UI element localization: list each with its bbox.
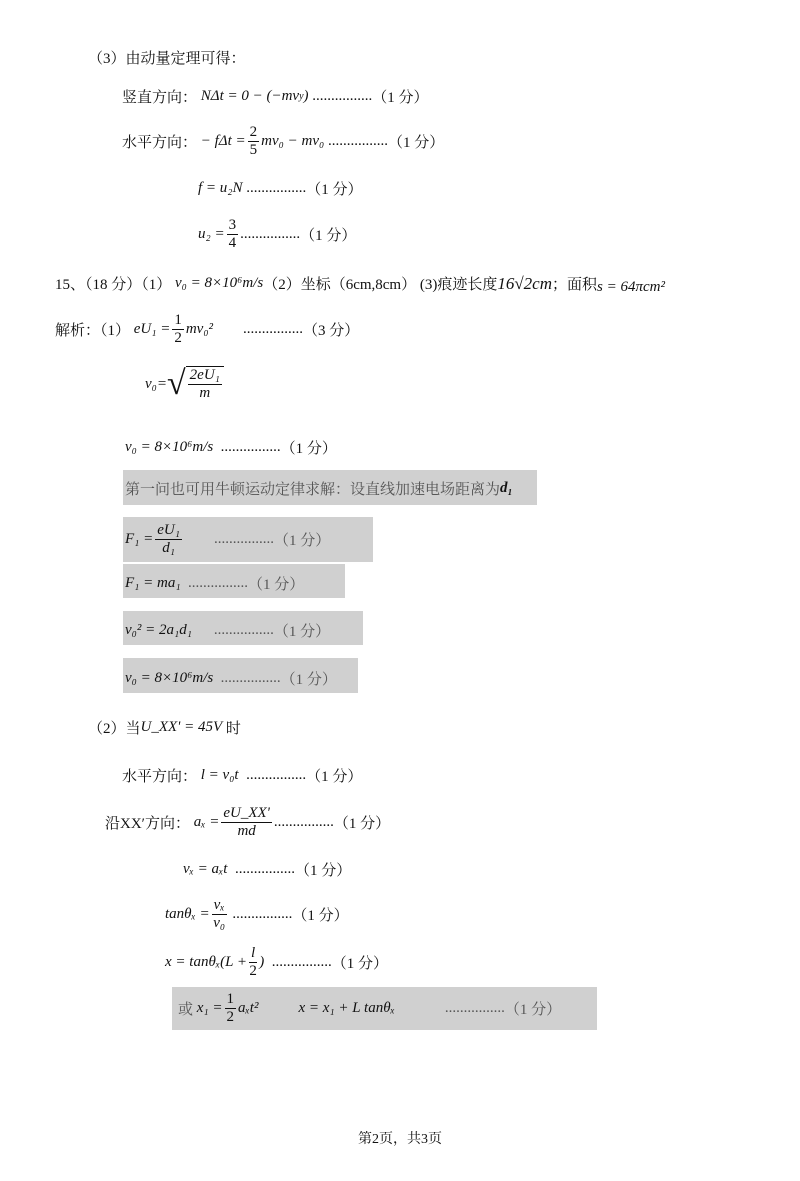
analysis-eq2: v₀= √ $\frac{\text{2eU₁}}{m}$ [145,366,224,402]
horizontal-motion-eq: 水平方向： l = v₀t ................ （1 分） [122,767,363,785]
ax-eq: 沿XX′方向： aₓ = $\frac{eU\_XX'}{md}$ ................ （1 分） [105,805,391,839]
part2-heading: （2）当 U_XX' = 45V 时 [88,719,241,737]
alt-note-box: 第一问也可用牛顿运动定律求解：设直线加速电场距离为 d₁ [123,470,537,505]
part3-heading: （3）由动量定理可得： [88,51,246,67]
u2-equation: u₂ = $\frac{3}{4}$ ................ （1 分） [198,217,357,251]
vertical-equation: 竖直方向： NΔt = 0 − (−mv y ) ................ （1 分） [122,88,429,106]
q15-summary: 15、（18 分）（1） v₀ = 8×10⁶m/s （2）坐标（6cm,8cm） (3)痕迹长度 16√2cm ；面积 s = 64πcm² [55,273,665,295]
x-eq: x = tanθₓ(L + $\frac{l}{2}$ ) ................ （1 分） [165,945,388,979]
friction-equation: f = u₂N ................ （1 分） [198,180,363,198]
analysis-eq1: 解析：（1） eU₁ = $\frac{1}{2}$ mv₀² ................ （3 分） [55,312,360,346]
alt-eq4-box: v₀ = 8×10⁶m/s ................ （1 分） [123,658,358,693]
alt-eq1-box: F₁ = $\frac{\text{eU₁}}{\text{d₁}}$ ................ （1 分） [123,517,373,562]
analysis-eq3: v₀ = 8×10⁶m/s ................ （1 分） [125,439,337,457]
horizontal-equation: 水平方向： − fΔt = $\frac{2}{5}$ mv₀ − mv₀ ................ （1 分） [122,124,445,158]
vx-eq: vₓ = aₓt ................ （1 分） [183,861,352,879]
alt-eq2-box: F₁ = ma₁ ................ （1 分） [123,564,345,598]
alt-eq3-box: v₀² = 2a₁d₁ ................ （1 分） [123,611,363,645]
page-footer: 第2页，共3页 [358,1132,442,1147]
tan-eq: tanθₓ = $\frac{\text{vₓ}}{\text{v₀}}$ ................ （1 分） [165,897,349,931]
alt-x-box: 或 x₁ = $\frac{1}{2}$ aₓt² x = x₁ + L tanθₓ ................ （1 分） [172,987,597,1030]
